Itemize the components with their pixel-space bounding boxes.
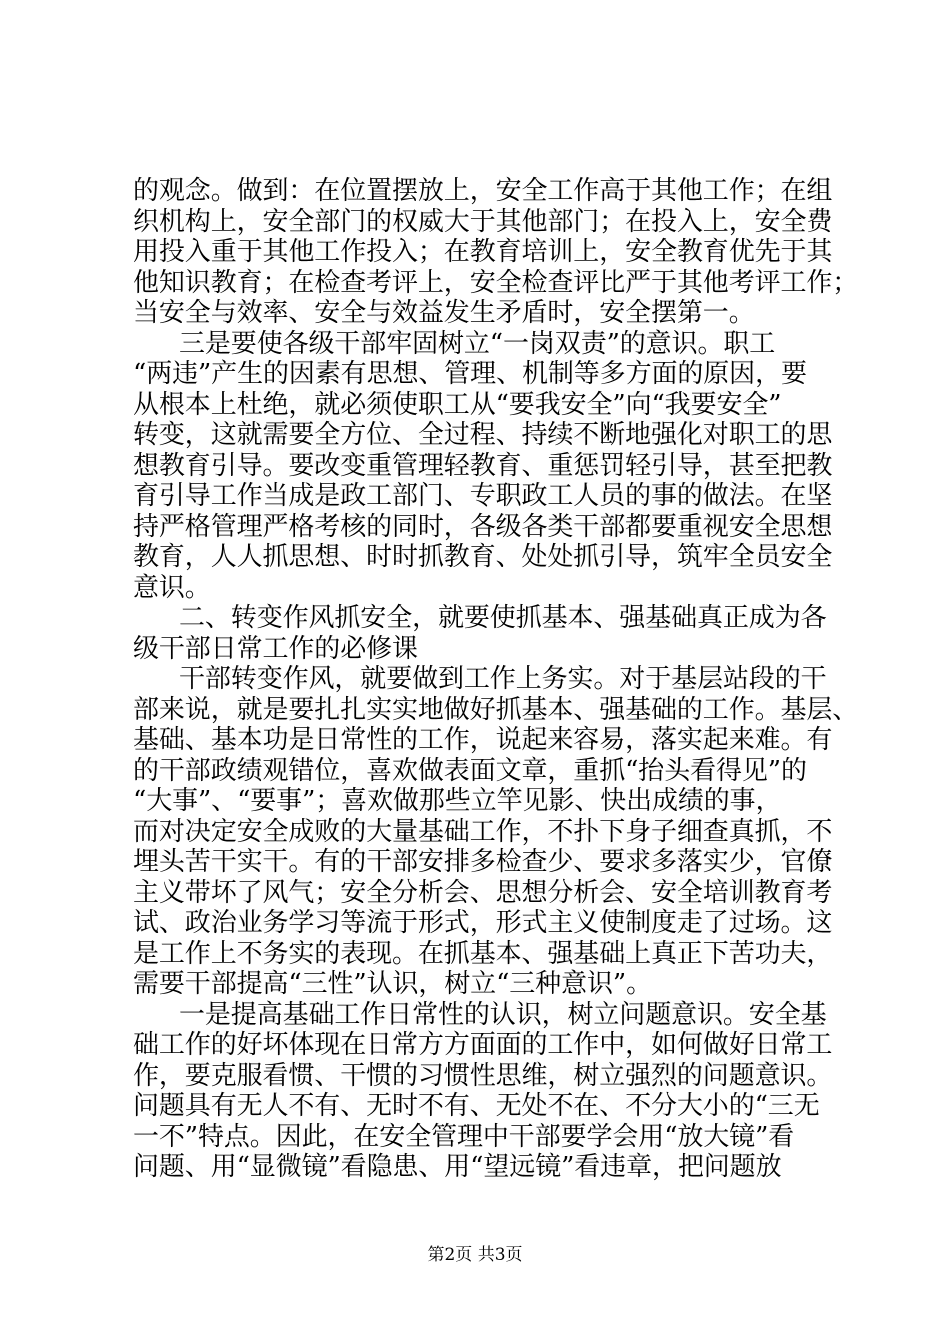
text-line: 需要干部提高“三性”认识，树立“三种意识”。 (133, 969, 652, 999)
text-line: 作，要克服看惯、干惯的习惯性思维，树立强烈的问题意识。 (133, 1060, 833, 1091)
text-line: 主义带坏了风气；安全分析会、思想分析会、安全培训教育考 (133, 877, 833, 908)
page-number-label: 第2页 共3页 (427, 1245, 523, 1265)
text-line: 础工作的好坏体现在日常方方面面的工作中，如何做好日常工 (133, 1030, 833, 1060)
paragraph-start-line: 三是要使各级干部牢固树立“一岗双责”的意识。职工 (179, 328, 776, 359)
text-line: 的干部政绩观错位，喜欢做表面文章，重抓“抬头看得见”的 (133, 755, 807, 786)
text-line: 问题具有无人不有、无时不有、无处不在、不分大小的“三无 (133, 1091, 820, 1121)
text-line: 一不”特点。因此，在安全管理中干部要学会用“放大镜”看 (133, 1121, 795, 1152)
text-line: 他知识教育；在检查考评上，安全检查评比严于其他考评工作； (133, 267, 859, 298)
document-body (133, 176, 859, 1183)
section-heading-line: 二、转变作风抓安全，就要使抓基本、强基础真正成为各 (179, 603, 827, 633)
text-line: 的观念。做到：在位置摆放上，安全工作高于其他工作；在组 (133, 176, 833, 206)
paragraph-start-line: 干部转变作风，就要做到工作上务实。对于基层站段的干 (179, 664, 827, 694)
text-line: 育引导工作当成是政工部门、专职政工人员的事的做法。在坚 (133, 481, 833, 511)
text-line: 而对决定安全成败的大量基础工作，不扑下身子细查真抓，不 (133, 816, 833, 847)
text-line: 转变，这就需要全方位、全过程、持续不断地强化对职工的思 (133, 420, 833, 450)
text-line: 部来说，就是要扎扎实实地做好抓基本、强基础的工作。基层、 (133, 694, 859, 725)
text-line: “两违”产生的因素有思想、管理、机制等多方面的原因，要 (133, 359, 807, 389)
text-line: 是工作上不务实的表现。在抓基本、强基础上真正下苦功夫， (133, 938, 833, 969)
text-line: 持严格管理严格考核的同时，各级各类干部都要重视安全思想 (133, 511, 833, 542)
text-line: 从根本上杜绝，就必须使职工从“要我安全”向“我要安全” (133, 389, 782, 420)
text-line: 埋头苦干实干。有的干部安排多检查少、要求多落实少，官僚 (133, 847, 833, 877)
text-line: 织机构上，安全部门的权威大于其他部门；在投入上，安全费 (133, 206, 833, 237)
text-line: “大事”、“要事”；喜欢做那些立竿见影、快出成绩的事， (133, 786, 782, 816)
text-line: 问题、用“显微镜”看隐患、用“望远镜”看违章，把问题放 (133, 1152, 782, 1182)
text-line: 基础、基本功是日常性的工作，说起来容易，落实起来难。有 (133, 725, 833, 755)
text-line: 当安全与效率、安全与效益发生矛盾时，安全摆第一。 (133, 298, 755, 328)
text-line: 教育，人人抓思想、时时抓教育、处处抓引导，筑牢全员安全 (133, 542, 833, 572)
text-line: 意识。 (133, 572, 211, 603)
page-footer (0, 1244, 950, 1266)
section-heading-line: 级干部日常工作的必修课 (133, 633, 418, 664)
text-line: 试、政治业务学习等流于形式，形式主义使制度走了过场。这 (133, 908, 833, 938)
paragraph-start-line: 一是提高基础工作日常性的认识，树立问题意识。安全基 (179, 999, 827, 1030)
text-line: 想教育引导。要改变重管理轻教育、重惩罚轻引导，甚至把教 (133, 450, 833, 481)
text-line: 用投入重于其他工作投入；在教育培训上，安全教育优先于其 (133, 237, 833, 267)
